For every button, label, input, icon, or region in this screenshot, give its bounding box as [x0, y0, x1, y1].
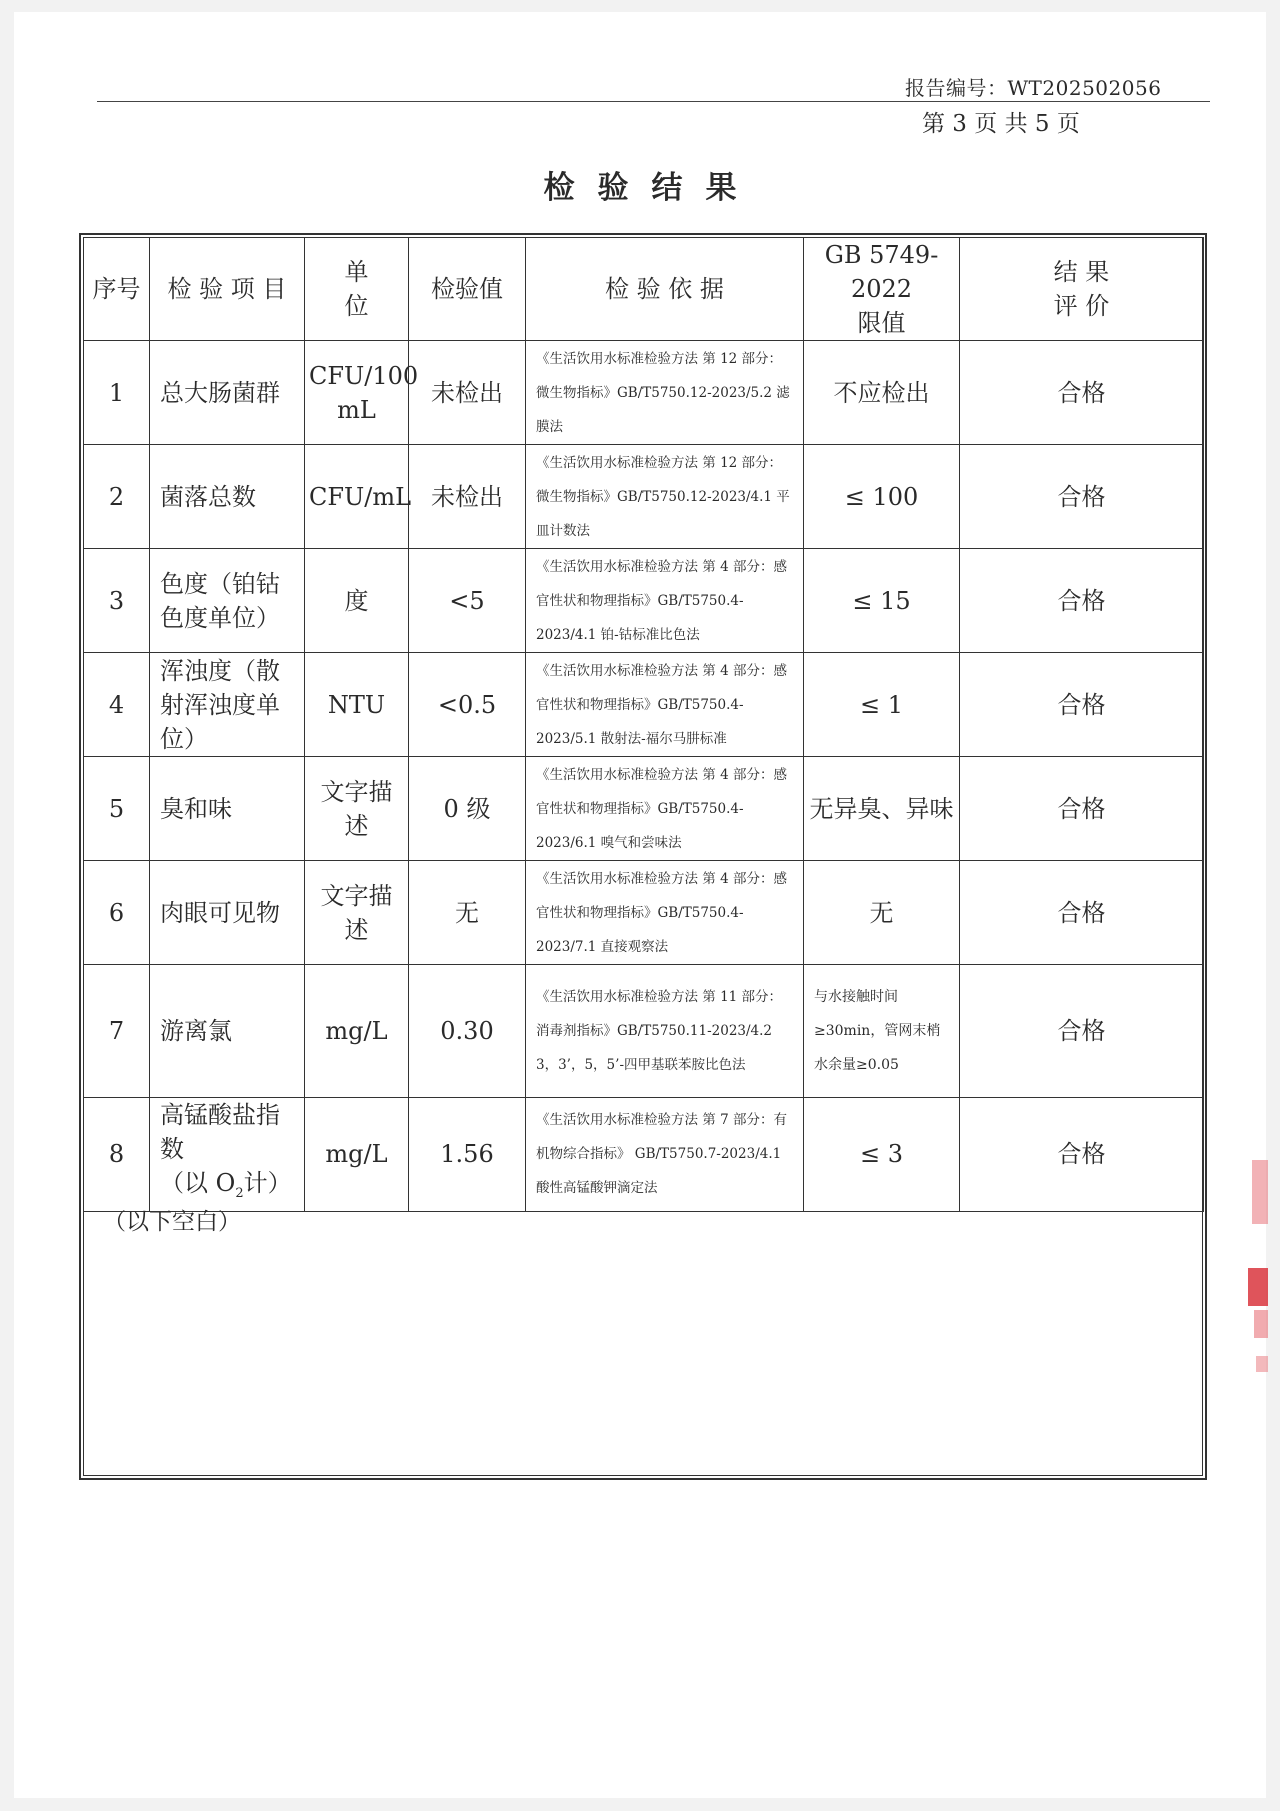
cell-item-line2-post: 计） [243, 1169, 292, 1197]
cell-basis: 《生活饮用水标准检验方法 第 4 部分：感官性状和物理指标》GB/T5750.4-2023/4.1 铂-钴标准比色法 [526, 549, 804, 653]
cell-eval: 合格 [960, 549, 1204, 653]
table-row [84, 549, 1204, 653]
cell-seq: 1 [84, 341, 150, 445]
table-row [84, 445, 1204, 549]
cell-value: <5 [409, 549, 526, 653]
page-title: 检验结果 [543, 170, 760, 206]
cell-item: 游离氯 [150, 965, 305, 1098]
cell-limit: 无异臭、异味 [804, 757, 960, 861]
col-header-limit [804, 238, 960, 341]
page-number: 第 3 页 共 5 页 [922, 111, 1080, 137]
col-header-value: 检验值 [409, 238, 526, 341]
cell-seq: 2 [84, 445, 150, 549]
cell-value: 未检出 [409, 445, 526, 549]
table-header-row [84, 238, 1204, 341]
cell-value: 1.56 [409, 1098, 526, 1212]
table-row [84, 965, 1204, 1098]
cell-unit: NTU [305, 653, 409, 757]
cell-limit: 无 [804, 861, 960, 965]
cell-item-line1: 高锰酸盐指数 [160, 1101, 280, 1163]
cell-item: 菌落总数 [150, 445, 305, 549]
col-header-limit-std: GB 5749-2022 [824, 241, 939, 303]
table-row [84, 1098, 1204, 1212]
cell-basis: 《生活饮用水标准检验方法 第 4 部分：感官性状和物理指标》GB/T5750.4-2023/5.1 散射法-福尔马肼标准 [526, 653, 804, 757]
cell-basis: 《生活饮用水标准检验方法 第 4 部分：感官性状和物理指标》GB/T5750.4-2023/7.1 直接观察法 [526, 861, 804, 965]
cell-eval: 合格 [960, 757, 1204, 861]
cell-limit: ≤ 3 [804, 1098, 960, 1212]
cell-limit: ≤ 1 [804, 653, 960, 757]
cell-unit: mg/L [305, 965, 409, 1098]
cell-unit: 文字描述 [305, 757, 409, 861]
cell-limit: 与水接触时间≥30min，管网末梢水余量≥0.05 [804, 965, 960, 1098]
col-header-eval [960, 238, 1204, 341]
cell-item-subscript: 2 [235, 1185, 244, 1201]
cell-unit: CFU/mL [305, 445, 409, 549]
cell-limit: ≤ 15 [804, 549, 960, 653]
cell-value: 未检出 [409, 341, 526, 445]
cell-value: 无 [409, 861, 526, 965]
col-header-eval-line1: 结 果 [1053, 258, 1110, 286]
cell-item-line2-pre: （以 O [160, 1169, 236, 1197]
cell-eval: 合格 [960, 965, 1204, 1098]
results-table [83, 237, 1204, 1212]
cell-basis: 《生活饮用水标准检验方法 第 12 部分：微生物指标》GB/T5750.12-2023/4.1 平皿计数法 [526, 445, 804, 549]
cell-seq: 5 [84, 757, 150, 861]
blank-below-note: （以下空白） [103, 1209, 241, 1235]
col-header-item: 检 验 项 目 [150, 238, 305, 341]
cell-seq: 8 [84, 1098, 150, 1212]
cell-eval: 合格 [960, 341, 1204, 445]
cell-item [150, 1098, 305, 1212]
table-row [84, 341, 1204, 445]
seal-stamp-fragment [1246, 1160, 1268, 1400]
cell-seq: 4 [84, 653, 150, 757]
header-divider [97, 101, 1210, 102]
col-header-seq: 序号 [84, 238, 150, 341]
cell-eval: 合格 [960, 653, 1204, 757]
cell-value: <0.5 [409, 653, 526, 757]
table-row [84, 757, 1204, 861]
cell-item: 臭和味 [150, 757, 305, 861]
col-header-basis: 检 验 依 据 [526, 238, 804, 341]
cell-basis: 《生活饮用水标准检验方法 第 12 部分：微生物指标》GB/T5750.12-2023/5.2 滤膜法 [526, 341, 804, 445]
col-header-unit: 单 位 [305, 238, 409, 341]
cell-seq: 3 [84, 549, 150, 653]
cell-item: 浑浊度（散射浑浊度单位） [150, 653, 305, 757]
cell-basis: 《生活饮用水标准检验方法 第 7 部分：有机物综合指标》 GB/T5750.7-2023/4.1 酸性高锰酸钾滴定法 [526, 1098, 804, 1212]
cell-value: 0.30 [409, 965, 526, 1098]
col-header-limit-label: 限值 [857, 309, 906, 337]
cell-value: 0 级 [409, 757, 526, 861]
table-row [84, 861, 1204, 965]
cell-basis: 《生活饮用水标准检验方法 第 11 部分：消毒剂指标》GB/T5750.11-2023/4.2 3，3’，5，5’-四甲基联苯胺比色法 [526, 965, 804, 1098]
cell-limit: 不应检出 [804, 341, 960, 445]
cell-eval: 合格 [960, 445, 1204, 549]
cell-unit: mg/L [305, 1098, 409, 1212]
cell-seq: 6 [84, 861, 150, 965]
cell-item: 总大肠菌群 [150, 341, 305, 445]
table-row [84, 653, 1204, 757]
cell-seq: 7 [84, 965, 150, 1098]
col-header-eval-line2: 评 价 [1053, 292, 1110, 320]
cell-limit: ≤ 100 [804, 445, 960, 549]
cell-item: 肉眼可见物 [150, 861, 305, 965]
cell-eval: 合格 [960, 1098, 1204, 1212]
cell-basis: 《生活饮用水标准检验方法 第 4 部分：感官性状和物理指标》GB/T5750.4-2023/6.1 嗅气和尝味法 [526, 757, 804, 861]
cell-unit: 文字描述 [305, 861, 409, 965]
cell-eval: 合格 [960, 861, 1204, 965]
report-number: 报告编号：WT202502056 [905, 76, 1162, 100]
cell-unit: CFU/100 mL [305, 341, 409, 445]
cell-unit: 度 [305, 549, 409, 653]
cell-item: 色度（铂钴色度单位） [150, 549, 305, 653]
